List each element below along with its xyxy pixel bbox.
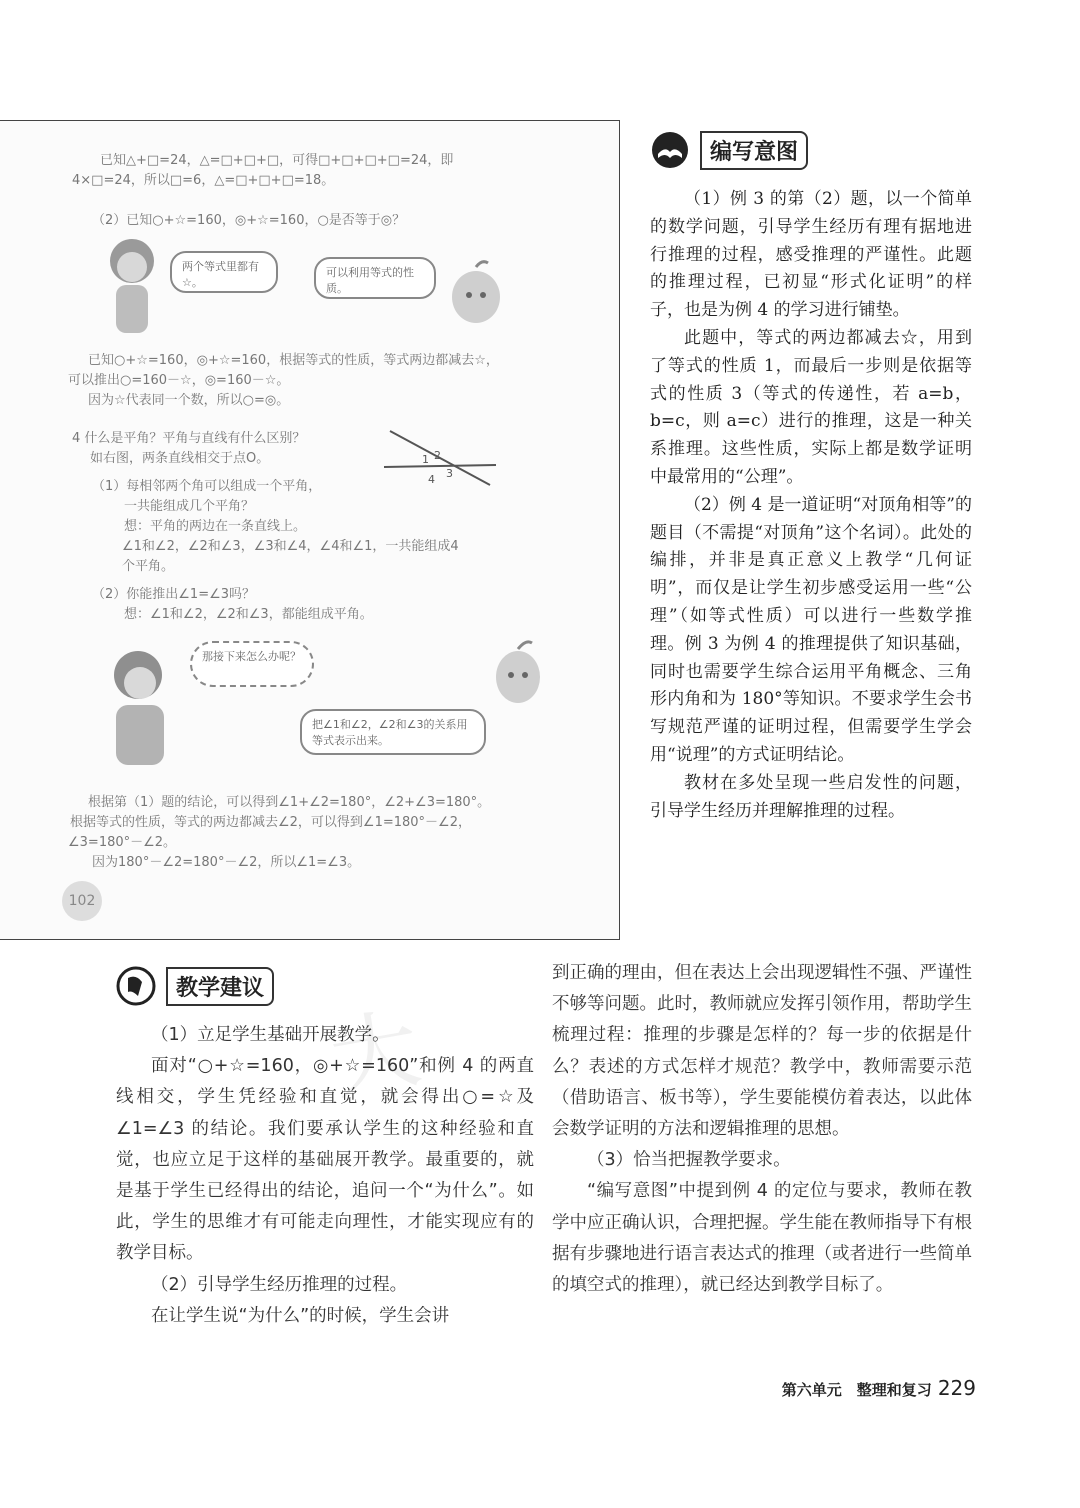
svg-text:2: 2 [434, 449, 441, 462]
embedded-line: （1）每相邻两个角可以组成一个平角， [92, 479, 322, 494]
girl-speech-bubble: 两个等式里都有☆。 [170, 251, 278, 293]
footer-page-number: 229 [937, 1376, 976, 1400]
embedded-line: 一共能组成几个平角？ [124, 499, 255, 514]
suggestion-paragraph: 在让学生说“为什么”的时候，学生会讲 [151, 1305, 450, 1326]
intent-heading [650, 130, 808, 170]
embedded-line: 4 什么是平角？平角与直线有什么区别？ [72, 431, 306, 446]
fruit-speech-bubble: 可以利用等式的性质。 [314, 257, 436, 299]
embedded-line: 可以推出○=160－☆，◎=160－☆。 [68, 373, 290, 388]
embedded-line: 因为180°－∠2=180°－∠2，所以∠1=∠3。 [92, 855, 361, 870]
page-footer [736, 1376, 976, 1400]
intent-heading-text: 编写意图 [700, 131, 808, 170]
embedded-line: 已知○+☆=160，◎+☆=160，根据等式的性质，等式两边都减去☆， [88, 353, 499, 368]
embedded-line: 想：平角的两边在一条直线上。 [124, 519, 307, 534]
suggestion-paragraph: “编写意图”中提到例 4 的定位与要求，教师在教学中应正确认识，合理把握。学生能在教师指导下有根据有步骤地进行语言表达式的推理（或者进行一些简单的填空式的推理），就已经达到教学目标了。 [552, 1181, 972, 1296]
intent-text [650, 186, 972, 825]
suggestion-paragraph: （3）恰当把握教学要求。 [587, 1150, 791, 1171]
embedded-line: 因为☆代表同一个数，所以○=◎。 [88, 393, 290, 408]
suggestion-paragraph: （2）引导学生经历推理的过程。 [151, 1274, 408, 1295]
embedded-page-number: 102 [62, 881, 102, 921]
boy-speech-bubble: 那接下来怎么办呢？ [190, 641, 314, 687]
suggestion-paragraph: （1）立足学生基础开展教学。 [151, 1025, 390, 1045]
embedded-line: 根据第（1）题的结论，可以得到∠1+∠2=180°，∠2+∠3=180°。 [88, 795, 491, 810]
embedded-line: 已知△+□=24，△=□+□+□，可得□+□+□+□=24，即 [100, 153, 454, 168]
embedded-question: （2）已知○+☆=160，◎+☆=160，○是否等于◎？ [92, 213, 406, 228]
intersecting-lines-diagram [380, 427, 500, 493]
intent-paragraph: （2）例 4 是一道证明“对顶角相等”的题目（不需提“对顶角”这个名词）。此处的编排，并非是真正意义上教学“几何证明”，而仅是让学生初步感受运用一些“公理”（如等式性质）可以进行一些数学推理。例 3 为例 4 的推理提供了知识基础，同时也需要学生综合运用平角概念、三角形内角和为 180°等知识。不要求学生会书写规范严谨的证明过程，但需要学生学会用“说理”的方式证明结论。 [650, 494, 972, 765]
embedded-line: ∠1和∠2，∠2和∠3，∠3和∠4，∠4和∠1，一共能组成4 [122, 539, 459, 554]
embedded-line: ∠3=180°－∠2。 [68, 835, 177, 850]
embedded-line: （2）你能推出∠1=∠3吗？ [92, 587, 256, 602]
fruit-character-illustration [446, 257, 508, 331]
teaching-icon [116, 966, 160, 1006]
suggestion-right-column [552, 958, 972, 1301]
boy-illustration [98, 641, 190, 771]
intent-paragraph: 教材在多处呈现一些启发性的问题，引导学生经历并理解推理的过程。 [650, 772, 972, 821]
suggestion-paragraph: 面对“○+☆=160，◎+☆=160”和例 4 的两直线相交，学生凭经验和直觉，就会得出○=☆及∠1=∠3 的结论。我们要承认学生的这种经验和直觉，也应立足于这样的基础展开教学。最重要的，就是基于学生已经得出的结论，追问一个“为什么”。如此，学生的思维才有可能走向理性，才能实现应有的教学目标。 [116, 1056, 534, 1264]
embedded-line: 个平角。 [122, 559, 175, 574]
fruit-character-illustration [488, 637, 550, 709]
suggestion-left-column [116, 1020, 534, 1332]
svg-text:1: 1 [422, 453, 429, 466]
fruit-speech-bubble: 把∠1和∠2，∠2和∠3的关系用等式表示出来。 [300, 709, 486, 755]
suggestion-paragraph: 到正确的理由，但在表达上会出现逻辑性不强、严谨性不够等问题。此时，教师就应发挥引领作用，帮助学生梳理过程：推理的步骤是怎样的？每一步的依据是什么？表述的方式怎样才规范？教学中，教师需要示范（借助语言、板书等），学生要能模仿着表达，以此体会数学证明的方法和逻辑推理的思想。 [552, 963, 972, 1140]
suggestion-heading [116, 966, 274, 1006]
intent-paragraph: （1）例 3 的第（2）题，以一个简单的数学问题，引导学生经历有理有据地进行推理的过程，感受推理的严谨性。此题的推理过程，已初显“形式化证明”的样子，也是为例 4 的学习进行铺垫。 [650, 189, 972, 321]
svg-text:4: 4 [428, 473, 435, 486]
footer-unit: 第六单元 整理和复习 [781, 1381, 932, 1399]
embedded-line: 想：∠1和∠2，∠2和∠3，都能组成平角。 [124, 607, 373, 622]
watermark: 大 [322, 996, 428, 1113]
intent-paragraph: 此题中，等式的两边都减去☆，用到了等式的性质 1，而最后一步则是依据等式的性质 3（等式的传递性，若 a=b，b=c，则 a=c）进行的推理，这是一种关系推理。这些性质，实际上都是数学证明中最常用的“公理”。 [650, 327, 972, 487]
embedded-line: 4×□=24，所以□=6，△=□+□+□=18。 [72, 173, 335, 188]
svg-text:3: 3 [446, 467, 453, 480]
girl-illustration [100, 229, 164, 341]
embedded-textbook-page [0, 120, 620, 940]
embedded-line: 根据等式的性质，等式的两边都减去∠2，可以得到∠1=180°－∠2， [70, 815, 471, 830]
open-book-icon [650, 130, 694, 170]
embedded-line: 如右图，两条直线相交于点O。 [90, 451, 270, 466]
suggestion-heading-text: 教学建议 [166, 967, 274, 1006]
